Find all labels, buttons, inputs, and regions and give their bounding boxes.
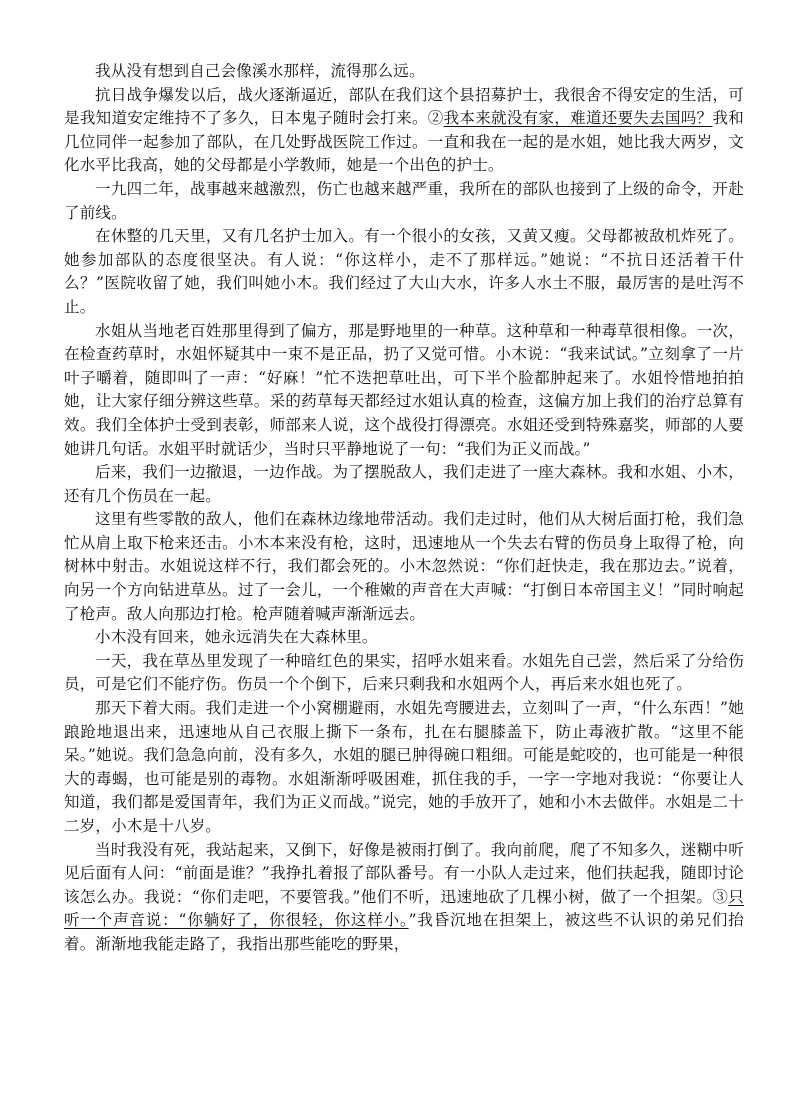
- paragraph-text: ”我昏沉地在担架上，被这些不认识的弟兄们抬着。渐渐地我能走路了，我指出那些能吃的野果，: [64, 911, 744, 953]
- paragraph-text: 水姐从当地老百姓那里得到了偏方，那是野地里的一种草。这种草和一种毒草很相像。一次，在检查药草时，水姐怀疑其中一束不是正品，扔了又觉可惜。小木说：“我来试试。”立刻拿了一片叶子嚼着，随即叫了一声：“好麻！”忙不迭把草吐出，可下半个脸都肿起来了。水姐怜惜地拍拍她，让大家仔细分辨这些草。采的药草每天都经过水姐认真的检查，这偏方加上我们的治疗总算有效。我们全体护士受到表彰，师部来人说，这个战役打得漂亮。水姐还受到特殊嘉奖，师部的人要她讲几句话。水姐平时就话少，当时只平静地说了一句：“我们为正义而战。”: [64, 321, 744, 458]
- paragraph: [64, 650, 744, 697]
- paragraph: [64, 461, 744, 508]
- paragraph: [64, 839, 744, 957]
- paragraph-text: 一天，我在草丛里发现了一种暗红色的果实，招呼水姐来看。水姐先自己尝，然后采了分给伤员，可是它们不能疗伤。伤员一个个倒下，后来只剩我和水姐两个人，再后来水姐也死了。: [64, 651, 744, 694]
- paragraph-text: 在休整的几天里，又有几名护士加入。有一个很小的女孩，又黄又瘦。父母都被敌机炸死了。她参加部队的态度很坚决。有人说：“你这样小，走不了那样远。”她说：“不抗日还活着干什么？”医院收留了她，我们叫她小木。我们经过了大山大水，许多人水土不服，最厉害的是吐泻不止。: [64, 227, 744, 316]
- paragraph-text: 小木没有回来，她永远消失在大森林里。: [95, 628, 378, 647]
- underlined-sentence: 只听一个声音说：“你躺好了，你很轻，你这样小。: [64, 887, 744, 930]
- paragraph-text: 我从没有想到自己会像溪水那样，流得那么远。: [95, 62, 425, 80]
- paragraph: [64, 60, 744, 84]
- paragraph-text: 我和几位同伴一起参加了部队，在几处野战医院工作过。一直和我在一起的是水姐，她比我大两岁，文化水平比我高，她的父母都是小学教师，她是一个出色的护士。: [64, 109, 744, 175]
- paragraph: [64, 320, 744, 462]
- paragraph-text: 这里有些零散的敌人，他们在森林边缘地带活动。我们走过时，他们从大树后面打枪，我们急忙从肩上取下枪来还击。小木本来没有枪，这时，迅速地从一个失去右臂的伤员身上取得了枪，向树林中射击。水姐说这样不行，我们都会死的。小木忽然说：“你们赶快走，我在那边去。”说着，向另一个方向钻进草丛。过了一会儿，一个稚嫩的声音在大声喊：“打倒日本帝国主义！”同时响起了枪声。敌人向那边打枪。枪声随着喊声渐渐远去。: [64, 510, 744, 623]
- paragraph: [64, 225, 744, 319]
- paragraph: [64, 178, 744, 225]
- paragraph: [64, 84, 744, 178]
- paragraph-text: 那天下着大雨。我们走进一个小窝棚避雨，水姐先弯腰进去，立刻叫了一声，“什么东西！”她踉跄地退出来，迅速地从自己衣服上撕下一条布，扎在右腿膝盖下，防止毒液扩散。“这里不能呆。”她说。我们急急向前，没有多久，水姐的腿已肿得碗口粗细。可能是蛇咬的，也可能是一种很大的毒蝎，也可能是别的毒物。水姐渐渐呼吸困难，抓住我的手，一字一字地对我说：“你要让人知道，我们都是爱国青年，我们为正义而战。”说完，她的手放开了，她和小木去做伴。水姐是二十二岁，小木是十八岁。: [64, 699, 744, 835]
- article-body: [64, 60, 744, 957]
- paragraph: [64, 697, 744, 839]
- paragraph-text: 一九四二年，战事越来越激烈，伤亡也越来越严重，我所在的部队也接到了上级的命令，开赴了前线。: [64, 179, 744, 222]
- paragraph: [64, 626, 744, 650]
- paragraph-text: 当时我没有死，我站起来，又倒下，好像是被雨打倒了。我向前爬，爬了不知多久，迷糊中听见后面有人问：“前面是谁？”我挣扎着报了部队番号。有一小队人走过来，他们扶起我，随即讨论该怎么办。我说：“你们走吧，不要管我。”他们不听，迅速地砍了几棵小树，做了一个担架。③: [64, 840, 744, 906]
- underlined-sentence: 我本来就没有家，难道还要失去国吗？: [443, 109, 713, 128]
- paragraph: [64, 508, 744, 626]
- paragraph-text: 抗日战争爆发以后，战火逐渐逼近，部队在我们这个县招募护士，我很舍不得安定的生活，可是我知道安定维持不了多久，日本鬼子随时会打来。②: [64, 85, 744, 128]
- paragraph-text: 后来，我们一边撤退，一边作战。为了摆脱敌人，我们走进了一座大森林。我和水姐、小木，还有几个伤员在一起。: [64, 463, 744, 505]
